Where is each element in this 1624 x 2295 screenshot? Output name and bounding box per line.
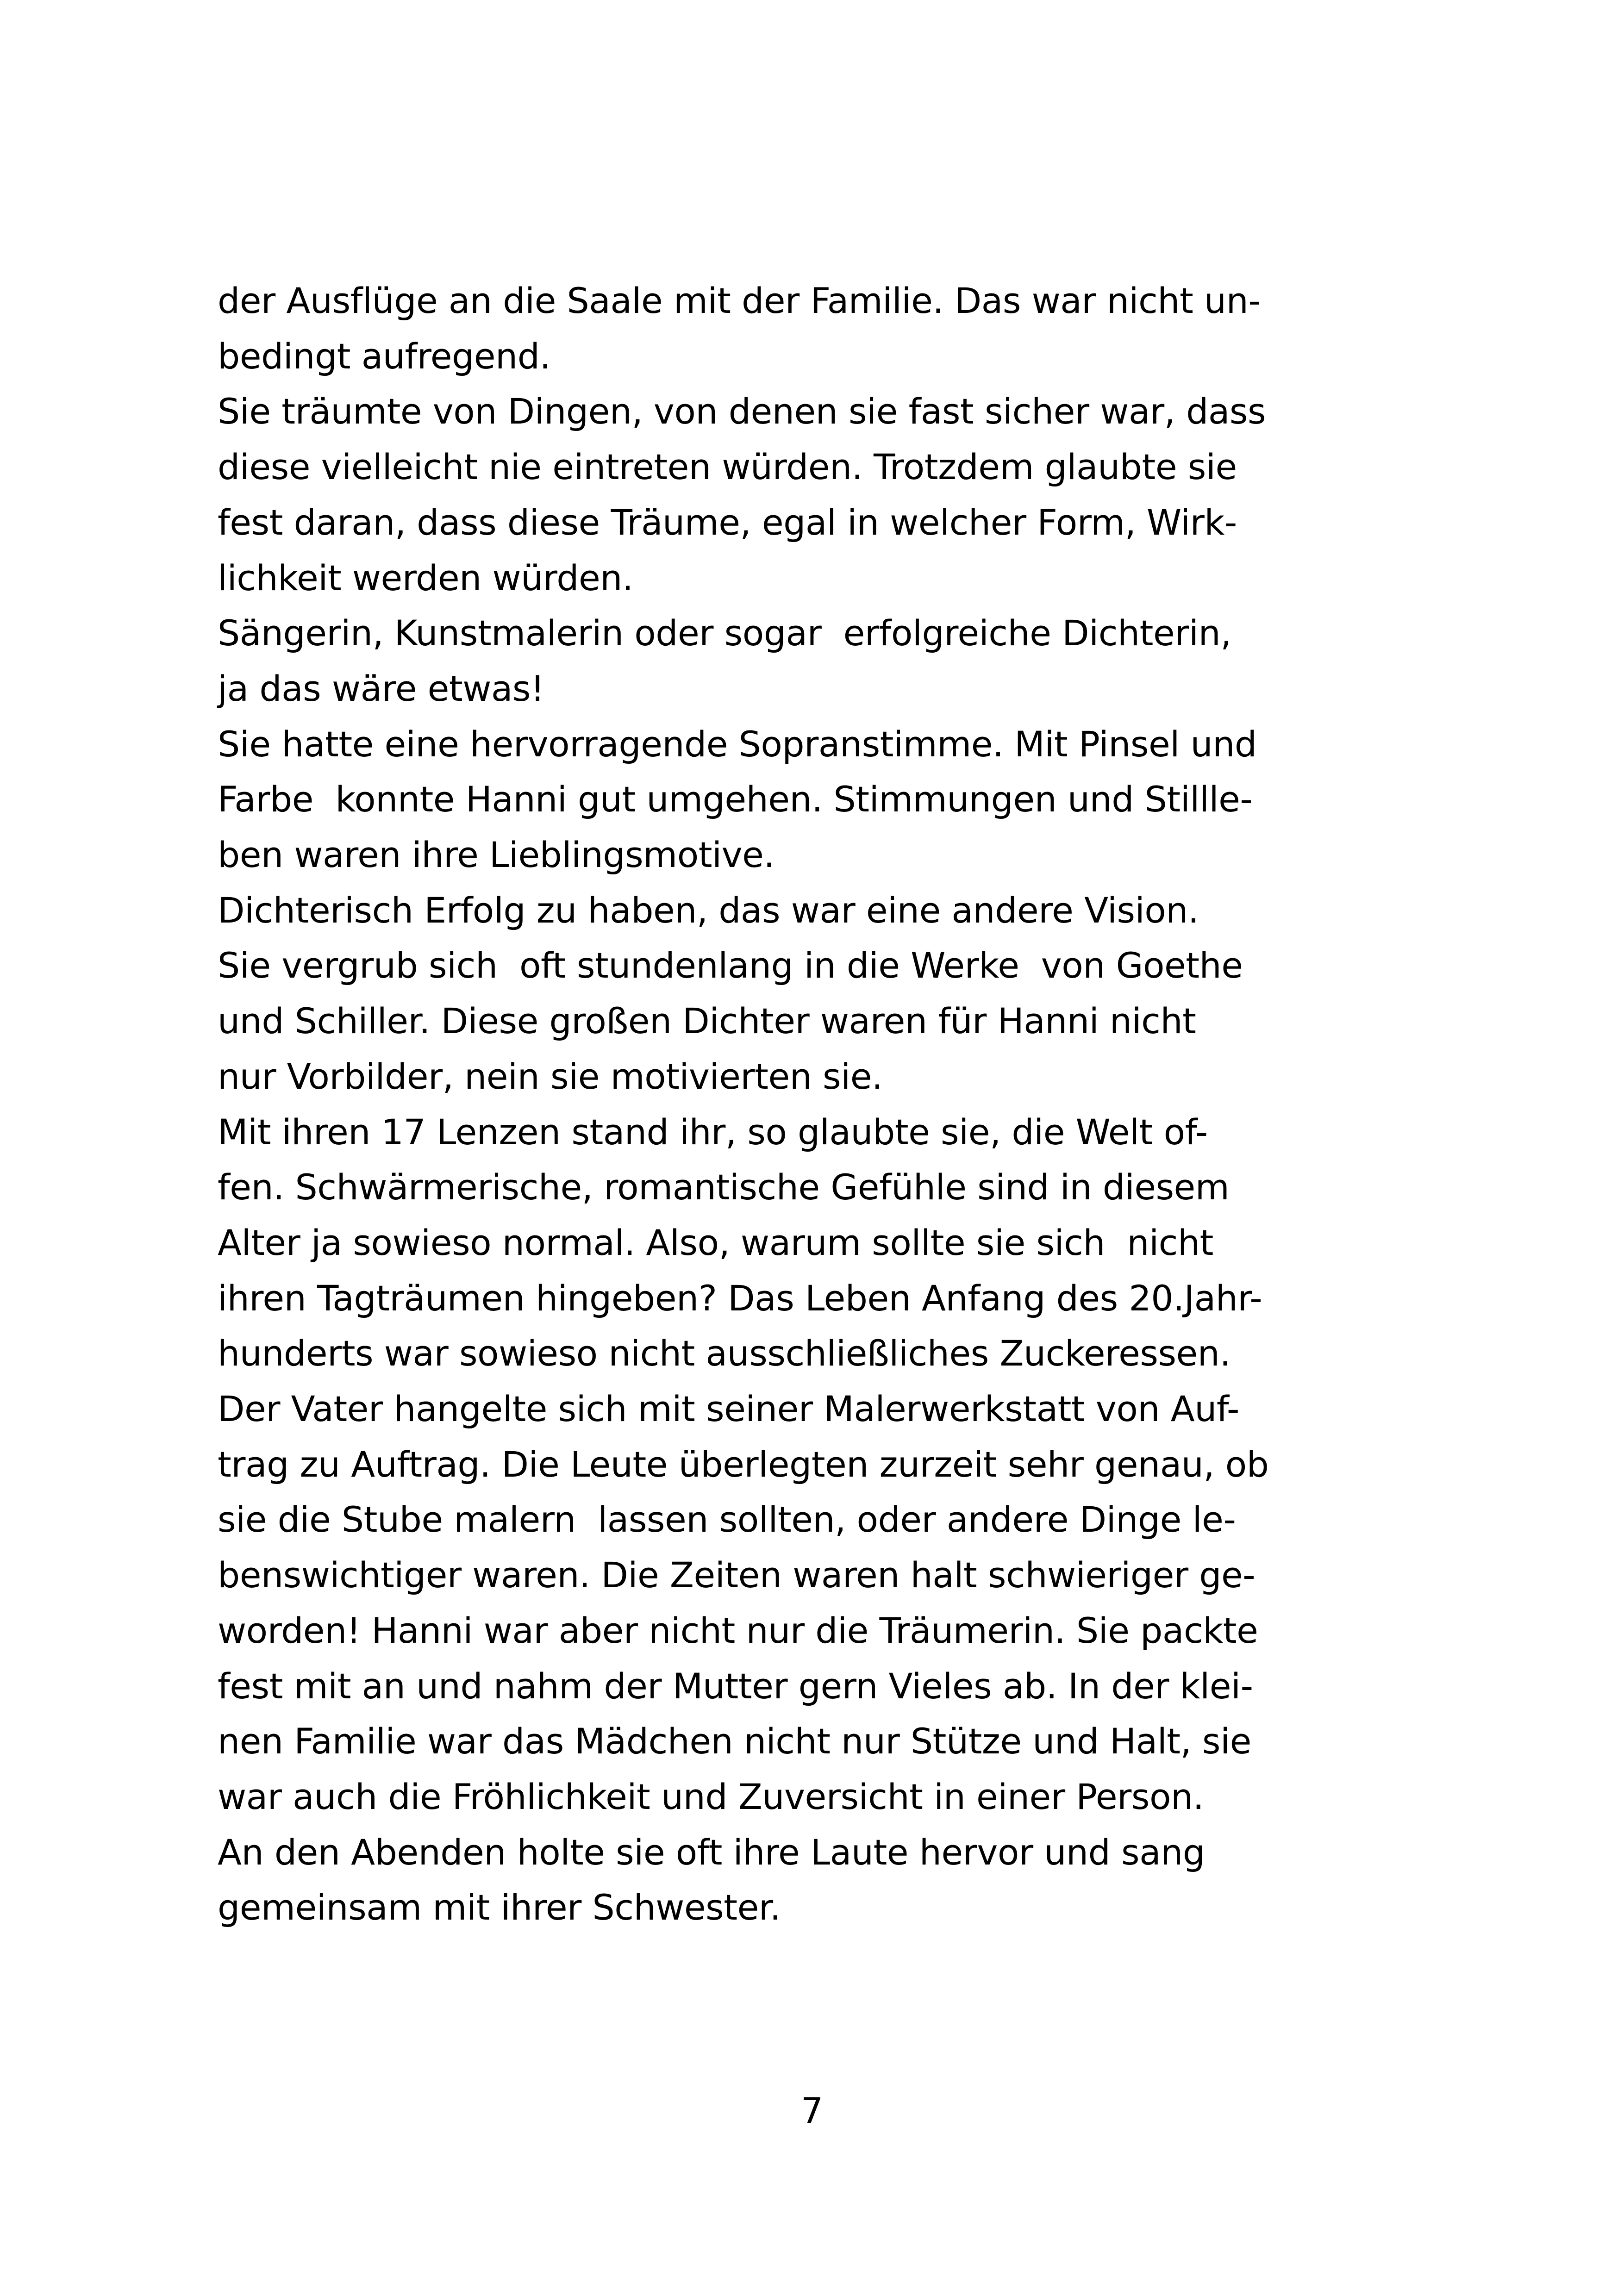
text-line: nen Familie war das Mädchen nicht nur Stütze und Halt, sie bbox=[218, 1721, 1251, 1762]
text-line: gemeinsam mit ihrer Schwester. bbox=[218, 1887, 781, 1928]
text-line: hunderts war sowieso nicht ausschließliches Zuckeressen. bbox=[218, 1333, 1231, 1374]
text-line: Alter ja sowieso normal. Also, warum sollte sie sich nicht bbox=[218, 1222, 1213, 1263]
text-line: Sie träumte von Dingen, von denen sie fast sicher war, dass bbox=[218, 391, 1266, 432]
text-line: An den Abenden holte sie oft ihre Laute hervor und sang bbox=[218, 1831, 1205, 1873]
text-line: fest daran, dass diese Träume, egal in welcher Form, Wirk- bbox=[218, 501, 1237, 543]
text-line: und Schiller. Diese großen Dichter waren für Hanni nicht bbox=[218, 1000, 1196, 1042]
text-line: lichkeit werden würden. bbox=[218, 557, 633, 599]
text-line: fen. Schwärmerische, romantische Gefühle sind in diesem bbox=[218, 1166, 1230, 1208]
body-text bbox=[218, 273, 1403, 1935]
text-line: Sie vergrub sich oft stundenlang in die Werke von Goethe bbox=[218, 945, 1243, 986]
text-line: ben waren ihre Lieblingsmotive. bbox=[218, 834, 775, 876]
text-line: Farbe konnte Hanni gut umgehen. Stimmungen und Stillle- bbox=[218, 779, 1253, 820]
text-line: ja das wäre etwas! bbox=[218, 667, 544, 709]
text-line: benswichtiger waren. Die Zeiten waren halt schwieriger ge- bbox=[218, 1554, 1255, 1596]
text-line: ihren Tagträumen hingeben? Das Leben Anfang des 20.Jahr- bbox=[218, 1277, 1262, 1319]
text-line: fest mit an und nahm der Mutter gern Vieles ab. In der klei- bbox=[218, 1665, 1253, 1707]
text-line: Sie hatte eine hervorragende Sopranstimme. Mit Pinsel und bbox=[218, 723, 1257, 765]
text-line: bedingt aufregend. bbox=[218, 335, 551, 377]
text-line: der Ausflüge an die Saale mit der Familie. Das war nicht un- bbox=[218, 280, 1261, 321]
text-line: diese vielleicht nie eintreten würden. Trotzdem glaubte sie bbox=[218, 446, 1237, 488]
text-line: nur Vorbilder, nein sie motivierten sie. bbox=[218, 1055, 883, 1097]
text-line: Mit ihren 17 Lenzen stand ihr, so glaubte sie, die Welt of- bbox=[218, 1111, 1208, 1153]
text-line: Sängerin, Kunstmalerin oder sogar erfolgreiche Dichterin, bbox=[218, 612, 1231, 654]
text-line: Der Vater hangelte sich mit seiner Malerwerkstatt von Auf- bbox=[218, 1388, 1239, 1430]
text-line: Dichterisch Erfolg zu haben, das war eine andere Vision. bbox=[218, 889, 1199, 931]
text-line: trag zu Auftrag. Die Leute überlegten zurzeit sehr genau, ob bbox=[218, 1443, 1269, 1485]
text-line: sie die Stube malern lassen sollten, oder andere Dinge le- bbox=[218, 1499, 1236, 1540]
text-line: war auch die Fröhlichkeit und Zuversicht in einer Person. bbox=[218, 1776, 1204, 1817]
page-number: 7 bbox=[800, 2090, 824, 2131]
text-line: worden! Hanni war aber nicht nur die Träumerin. Sie packte bbox=[218, 1609, 1258, 1651]
